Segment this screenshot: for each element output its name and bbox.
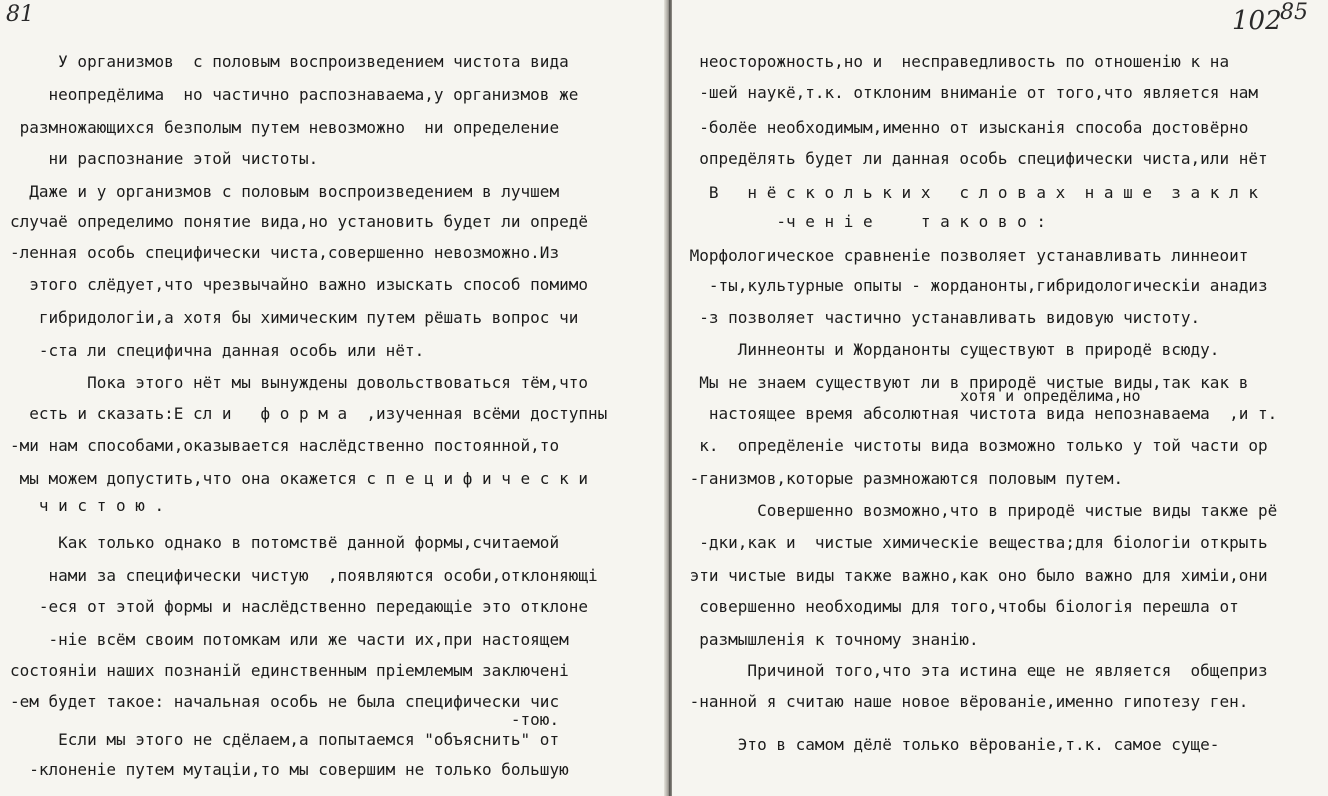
right-page xyxy=(672,0,1328,796)
left-line-15: ч и с т о ю . xyxy=(10,496,165,515)
left-line-20: состояніи наших познаній единственным пріемлемым заключені xyxy=(10,661,569,680)
right-line-10: Линнеонты и Жорданонты существуют в природё всюду. xyxy=(680,340,1220,359)
left-line-17: нами за специфически чистую ,появляются особи,отклоняющі xyxy=(10,566,598,585)
left-line-19: -ніе всём своим потомкам или же части их,при настоящем xyxy=(10,630,569,649)
right-line-11: Мы не знаем существуют ли в природё чистые виды,так как в xyxy=(680,373,1249,392)
left-line-16: Как только однако в потомствё данной формы,считаемой xyxy=(10,533,560,552)
right-line-3: -болёе необходимым,именно от изысканія способа достовёрно xyxy=(680,118,1249,137)
right-page-number-overwrite: 85 xyxy=(1280,0,1308,25)
right-line-22: -нанной я считаю наше новое вёрованіе,именно гипотезу ген. xyxy=(680,692,1249,711)
right-line-7: Морфологическое сравненіе позволяет устанавливать линнеоит xyxy=(680,246,1249,265)
left-line-22: -тою. xyxy=(10,710,560,729)
left-line-14: мы можем допустить,что она окажется с п е ц и ф и ч е с к и xyxy=(10,469,588,488)
left-line-6: случаё определимо понятие вида,но установить будет ли опредё xyxy=(10,212,588,231)
right-line-17: -дки,как и чистые химическіе вещества;для біологіи открыть xyxy=(680,533,1268,552)
left-line-1: У организмов с половым воспроизведением чистота вида xyxy=(10,52,569,71)
right-line-21: Причиной того,что эта истина еще не является общеприз xyxy=(680,661,1268,680)
left-line-5: Даже и у организмов с половым воспроизведением в лучшем xyxy=(10,182,560,201)
left-page-number: 81 xyxy=(6,2,34,27)
right-line-14: к. опредёленіе чистоты вида возможно только у той части ор xyxy=(680,436,1268,455)
left-line-23: Если мы этого не сдёлаем,а попытаемся "объяснить" от xyxy=(10,730,560,749)
right-line-6: -ч е н і е т а к о в о : xyxy=(680,212,1047,231)
left-line-10: -ста ли специфична данная особь или нёт. xyxy=(10,341,425,360)
left-line-12: есть и сказать:Е сл и ф о р м а ,изученная всёми доступны xyxy=(10,404,608,423)
right-line-20: размышленія к точному знанію. xyxy=(680,630,979,649)
right-line-4: опредёлять будет ли данная особь специфически чиста,или нёт xyxy=(680,149,1268,168)
left-line-8: этого слёдует,что чрезвычайно важно изыскать способ помимо xyxy=(10,275,588,294)
left-line-7: -ленная особь специфически чиста,совершенно невозможно.Из xyxy=(10,243,560,262)
right-line-8: -ты,культурные опыты - жорданонты,гибридологическіи анадиз xyxy=(680,276,1268,295)
left-line-2: неопредёлима но частично распознаваема,у организмов же xyxy=(10,85,579,104)
right-line-9: -з позволяет частично устанавливать видовую чистоту. xyxy=(680,308,1201,327)
right-line-19: совершенно необходимы для того,чтобы біологія перешла от xyxy=(680,597,1239,616)
left-line-21: -ем будет такое: начальная особь не была специфически чис xyxy=(10,692,560,711)
left-line-24: -клоненіе путем мутаціи,то мы совершим не только большую xyxy=(10,760,569,779)
right-line-16: Совершенно возможно,что в природё чистые виды также рё xyxy=(680,501,1278,520)
right-line-1: неосторожность,но и несправедливость по отношенію к на xyxy=(680,52,1230,71)
right-line-13: настоящее время абсолютная чистота вида непознаваема ,и т. xyxy=(680,404,1278,423)
left-line-11: Пока этого нёт мы вынуждены довольствоваться тём,что xyxy=(10,373,588,392)
left-line-13: -ми нам способами,оказывается наслёдственно постоянной,то xyxy=(10,436,560,455)
right-line-5: В н ё с к о л ь к и х с л о в а х н а ш е з а к л к xyxy=(680,183,1258,202)
right-line-18: эти чистые виды также важно,как оно было важно для химіи,они xyxy=(680,566,1268,585)
left-line-9: гибридологіи,а хотя бы химическим путем рёшать вопрос чи xyxy=(10,308,579,327)
right-page-number: 102 xyxy=(1232,6,1282,36)
left-line-18: -еся от этой формы и наслёдственно передающіе это отклоне xyxy=(10,597,588,616)
left-line-4: ни распознание этой чистоты. xyxy=(10,149,319,168)
right-line-12: хотя и опредёлима,но xyxy=(680,387,1141,405)
right-line-2: -шей наукё,т.к. отклоним вниманіе от того,что является нам xyxy=(680,83,1258,102)
right-line-24: Это в самом дёлё только вёрованіе,т.к. самое суще- xyxy=(680,735,1220,754)
right-line-15: -ганизмов,которые размножаются половым путем. xyxy=(680,469,1124,488)
left-line-3: размножающихся безполым путем невозможно ни определение xyxy=(10,118,560,137)
